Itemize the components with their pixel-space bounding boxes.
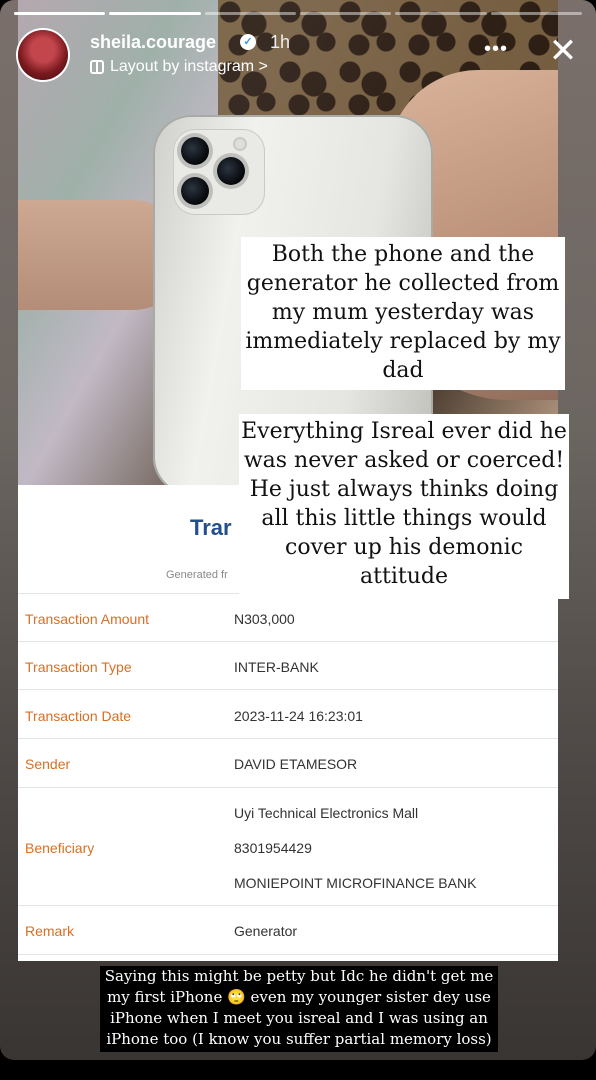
row-value: N303,000 (234, 611, 295, 627)
story-caption: Saying this might be petty but Idc he didn't get me my first iPhone 🙄 even my younger sister dey use iPhone when I meet you isreal and I was using an iPhone too (I know you suffer partial memory loss) (100, 966, 498, 1052)
progress-segment (109, 12, 200, 15)
verified-badge-icon: ✓ (240, 34, 256, 50)
progress-segment (205, 12, 296, 15)
receipt-row (18, 593, 558, 642)
row-value-line: Uyi Technical Electronics Mall (234, 805, 419, 821)
row-value: 2023-11-24 16:23:01 (234, 708, 363, 724)
receipt-subtitle: Generated fr (166, 569, 228, 581)
receipt-title: Trar (190, 515, 232, 540)
avatar[interactable] (18, 30, 68, 80)
receipt-row (18, 689, 558, 739)
row-label: Transaction Date (25, 708, 132, 724)
row-label: Remark (25, 923, 75, 939)
receipt-row (18, 738, 558, 788)
receipt-row (18, 641, 558, 690)
story-header (18, 28, 588, 84)
story-progress-bar (14, 12, 582, 15)
layout-icon (90, 60, 104, 74)
camera-lens (181, 177, 209, 205)
close-icon[interactable]: ✕ (548, 32, 578, 70)
progress-segment (300, 12, 391, 15)
row-value: INTER-BANK (234, 659, 319, 675)
text-overlay-1: Both the phone and the generator he collected from my mum yesterday was immediately replaced by my dad (241, 237, 565, 390)
receipt-row (18, 905, 558, 955)
camera-lens (217, 157, 245, 185)
text-overlay-2: Everything Isreal ever did he was never asked or coerced! He just always thinks doing all this little things would cover up his demonic attitude (239, 414, 569, 599)
camera-module (173, 129, 265, 215)
camera-lens (181, 137, 209, 165)
receipt-row (18, 787, 558, 906)
layout-attribution[interactable] (90, 58, 268, 76)
row-label: Sender (25, 756, 71, 772)
row-value-line: MONIEPOINT MICROFINANCE BANK (234, 875, 477, 891)
progress-segment (14, 12, 105, 15)
row-value: Generator (234, 923, 298, 939)
row-label: Transaction Type (25, 659, 132, 675)
layout-label: Layout by instagram > (110, 58, 268, 75)
progress-segment (395, 12, 486, 15)
row-label: Beneficiary (25, 840, 95, 856)
row-value-line: 8301954429 (234, 840, 312, 856)
username[interactable]: sheila.courage (90, 32, 217, 52)
more-options-icon[interactable]: ••• (484, 38, 509, 60)
row-label: Transaction Amount (25, 611, 149, 627)
progress-segment (491, 12, 582, 15)
post-time: 1h (270, 32, 291, 52)
camera-flash (235, 139, 245, 149)
row-value: DAVID ETAMESOR (234, 756, 358, 772)
